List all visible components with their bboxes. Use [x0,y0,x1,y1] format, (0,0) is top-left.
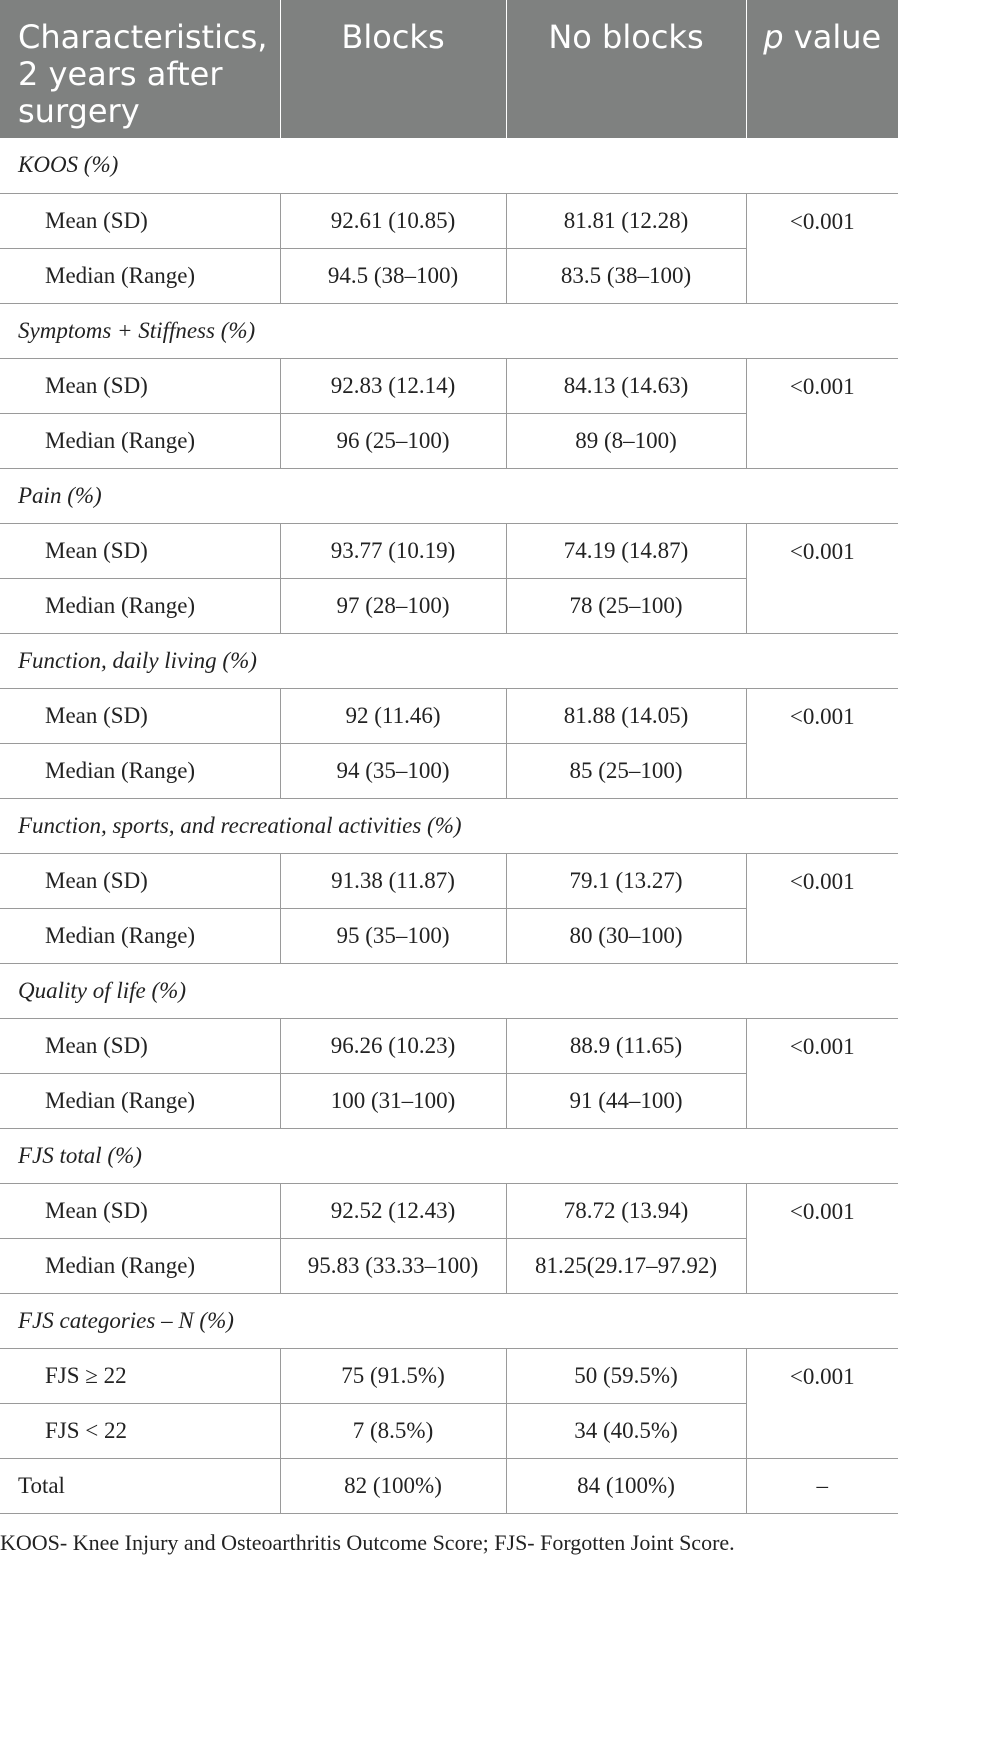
row-label: Median (Range) [0,908,280,963]
row-label: Mean (SD) [0,1018,280,1073]
section-header-row [0,798,898,853]
section-title: FJS total (%) [0,1128,898,1183]
row-label: Median (Range) [0,1073,280,1128]
blocks-value: 95.83 (33.33–100) [280,1238,506,1293]
section-title: Symptoms + Stiffness (%) [0,303,898,358]
header-p-italic: p [763,18,784,56]
total-blocks: 82 (100%) [280,1458,506,1513]
no-blocks-value: 88.9 (11.65) [506,1018,746,1073]
no-blocks-value: 80 (30–100) [506,908,746,963]
section-header-row [0,138,898,193]
header-characteristics: Characteristics, 2 years after surgery [0,0,280,138]
row-label: Median (Range) [0,248,280,303]
blocks-value: 92.52 (12.43) [280,1183,506,1238]
no-blocks-value: 89 (8–100) [506,413,746,468]
blocks-value: 96.26 (10.23) [280,1018,506,1073]
row-label: Median (Range) [0,1238,280,1293]
no-blocks-value: 74.19 (14.87) [506,523,746,578]
blocks-value: 100 (31–100) [280,1073,506,1128]
no-blocks-value: 81.25(29.17–97.92) [506,1238,746,1293]
row-label: Mean (SD) [0,1183,280,1238]
total-label: Total [0,1458,280,1513]
no-blocks-value: 81.81 (12.28) [506,193,746,248]
section-title: Pain (%) [0,468,898,523]
section-header-row [0,963,898,1018]
table-row [0,853,898,908]
no-blocks-value: 85 (25–100) [506,743,746,798]
row-label: Median (Range) [0,743,280,798]
blocks-value: 97 (28–100) [280,578,506,633]
blocks-value: 91.38 (11.87) [280,853,506,908]
row-label: Median (Range) [0,413,280,468]
no-blocks-value: 50 (59.5%) [506,1348,746,1403]
section-title: KOOS (%) [0,138,898,193]
p-value: <0.001 [746,688,898,798]
table-row [0,688,898,743]
blocks-value: 94.5 (38–100) [280,248,506,303]
blocks-value: 96 (25–100) [280,413,506,468]
section-title: Function, sports, and recreational activities (%) [0,798,898,853]
blocks-value: 92 (11.46) [280,688,506,743]
no-blocks-value: 84.13 (14.63) [506,358,746,413]
no-blocks-value: 91 (44–100) [506,1073,746,1128]
row-label: Mean (SD) [0,523,280,578]
table-header-row [0,0,898,138]
header-p-value [746,0,898,138]
row-label: Mean (SD) [0,358,280,413]
table-row [0,523,898,578]
row-label: Median (Range) [0,578,280,633]
blocks-value: 92.83 (12.14) [280,358,506,413]
table-footnote: KOOS- Knee Injury and Osteoarthritis Outcome Score; FJS- Forgotten Joint Score. [0,1530,735,1555]
blocks-value: 7 (8.5%) [280,1403,506,1458]
blocks-value: 94 (35–100) [280,743,506,798]
blocks-value: 93.77 (10.19) [280,523,506,578]
table-row [0,1348,898,1403]
no-blocks-value: 34 (40.5%) [506,1403,746,1458]
section-header-row [0,1293,898,1348]
header-p-rest: value [783,18,882,56]
table-row [0,193,898,248]
blocks-value: 75 (91.5%) [280,1348,506,1403]
no-blocks-value: 78.72 (13.94) [506,1183,746,1238]
section-header-row [0,633,898,688]
no-blocks-value: 83.5 (38–100) [506,248,746,303]
section-header-row [0,1128,898,1183]
row-label: Mean (SD) [0,193,280,248]
section-title: Function, daily living (%) [0,633,898,688]
row-label: Mean (SD) [0,688,280,743]
section-title: Quality of life (%) [0,963,898,1018]
table-row [0,1183,898,1238]
no-blocks-value: 79.1 (13.27) [506,853,746,908]
p-value: <0.001 [746,523,898,633]
p-value: <0.001 [746,193,898,303]
total-row [0,1458,898,1513]
p-value: <0.001 [746,1018,898,1128]
row-label: FJS < 22 [0,1403,280,1458]
header-no-blocks: No blocks [506,0,746,138]
p-value: <0.001 [746,853,898,963]
total-p-value: – [746,1458,898,1513]
blocks-value: 92.61 (10.85) [280,193,506,248]
row-label: FJS ≥ 22 [0,1348,280,1403]
section-title: FJS categories – N (%) [0,1293,898,1348]
p-value: <0.001 [746,358,898,468]
section-header-row [0,303,898,358]
table-row [0,358,898,413]
blocks-value: 95 (35–100) [280,908,506,963]
section-header-row [0,468,898,523]
table-body [0,138,898,1513]
row-label: Mean (SD) [0,853,280,908]
table-row [0,1018,898,1073]
total-no-blocks: 84 (100%) [506,1458,746,1513]
p-value: <0.001 [746,1348,898,1458]
header-blocks: Blocks [280,0,506,138]
no-blocks-value: 78 (25–100) [506,578,746,633]
p-value: <0.001 [746,1183,898,1293]
no-blocks-value: 81.88 (14.05) [506,688,746,743]
